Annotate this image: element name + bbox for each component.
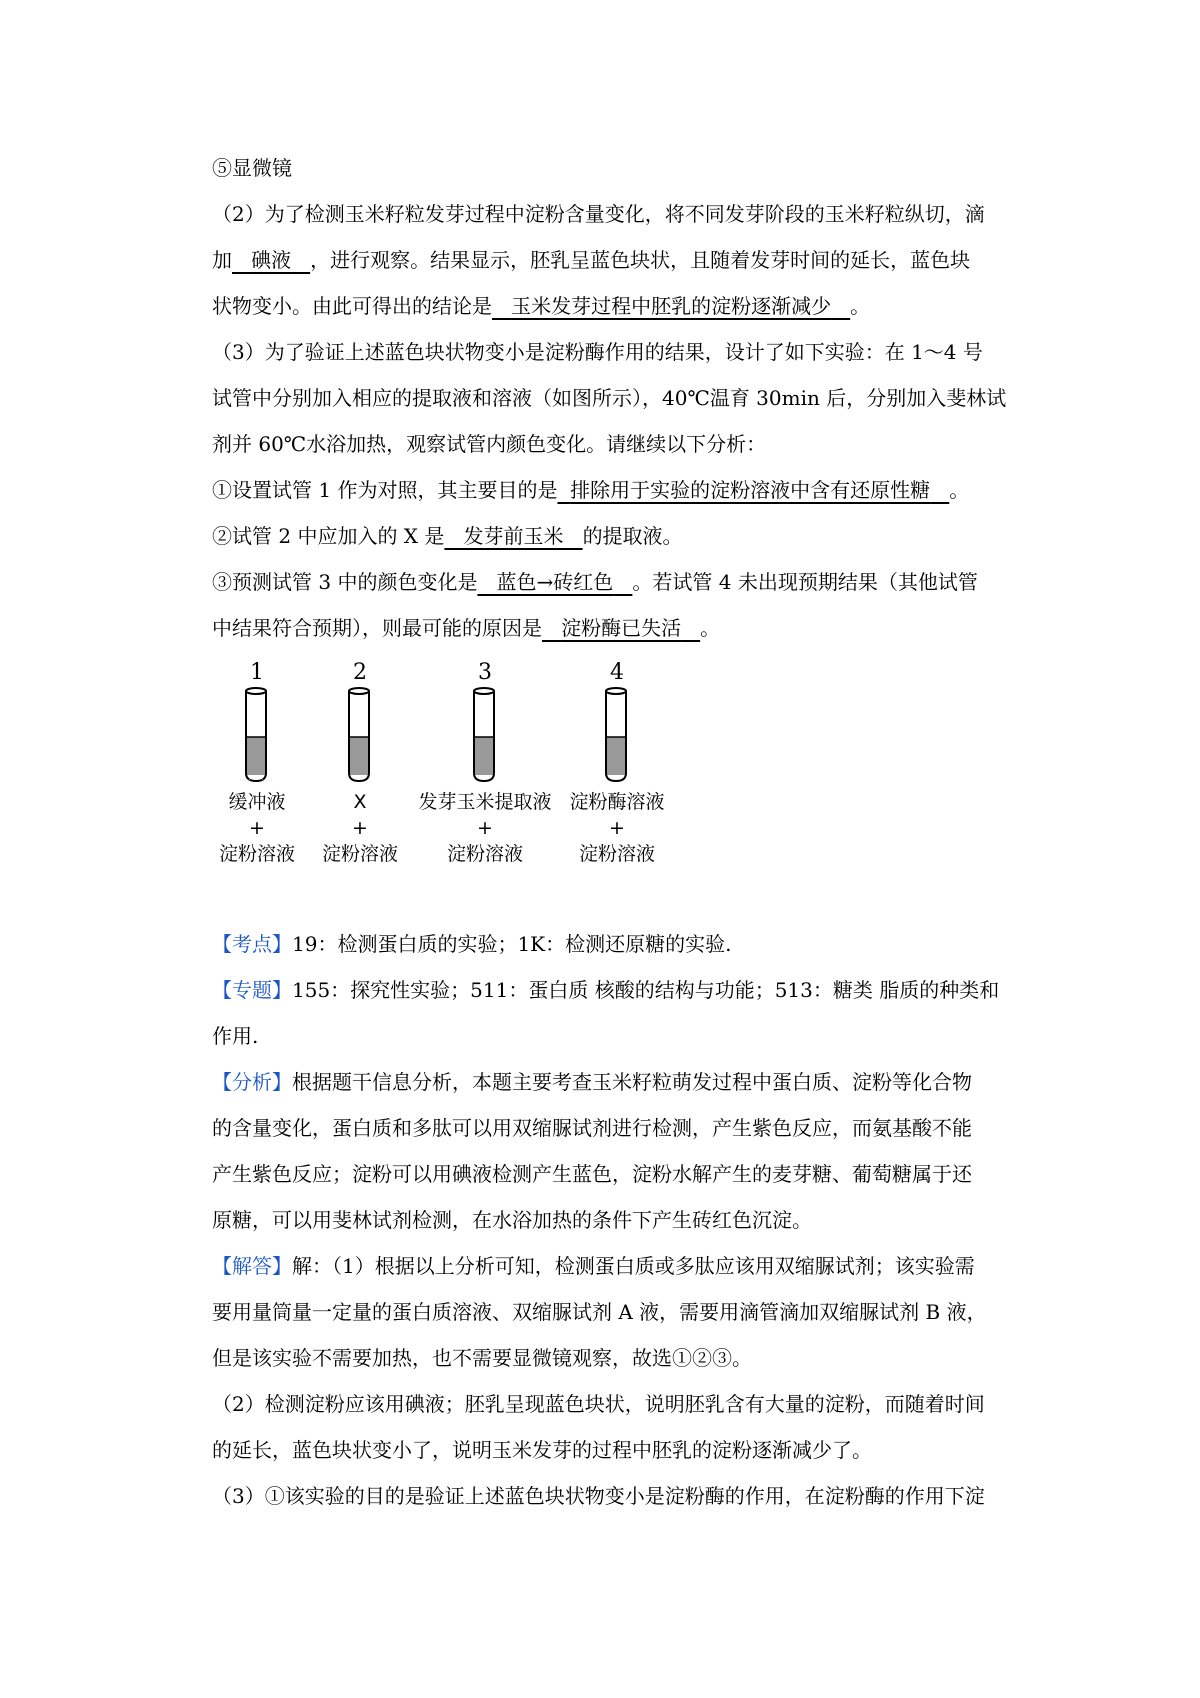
answer-blank: 碘液 (251, 248, 292, 272)
text-line (212, 1335, 1032, 1381)
line-text: 。若试管 4 未出现预期结果（其他试管 (632, 570, 978, 594)
tube-label: 淀粉溶液 (446, 843, 523, 865)
text-line (212, 467, 1032, 513)
tube-number: 1 (250, 660, 264, 685)
line-text: ③预测试管 3 中的颜色变化是 (212, 570, 478, 594)
tube-label: 淀粉酶溶液 (569, 791, 665, 813)
tube-number: 4 (610, 660, 624, 685)
line-text: ⑤显微镜 (212, 156, 292, 180)
plus-sign: + (249, 817, 265, 839)
text-line (212, 283, 1032, 329)
line-text: 要用量筒量一定量的蛋白质溶液、双缩脲试剂 A 液，需要用滴管滴加双缩脲试剂 B 液， (212, 1300, 987, 1324)
zhuanti-line (212, 967, 1032, 1013)
text-line (212, 237, 1032, 283)
line-text: 试管中分别加入相应的提取液和溶液（如图所示），40℃温育 30min 后，分别加入斐林试 (212, 386, 1007, 410)
tube-label: 缓冲液 (228, 791, 286, 813)
line-text: 解：（1）根据以上分析可知，检测蛋白质或多肽应该用双缩脲试剂；该实验需 (292, 1254, 975, 1278)
line-text: 的含量变化，蛋白质和多肽可以用双缩脲试剂进行检测，产生紫色反应，而氨基酸不能 (212, 1116, 972, 1140)
tube-4 (542, 661, 692, 867)
text-line (212, 1381, 1032, 1427)
line-text: 原糖，可以用斐林试剂检测，在水浴加热的条件下产生砖红色沉淀。 (212, 1208, 812, 1232)
fenxi-line (212, 1059, 1032, 1105)
line-text: ②试管 2 中应加入的 X 是 (212, 524, 445, 548)
text-line (212, 329, 1032, 375)
text-line (212, 1197, 1032, 1243)
kaodian-line (212, 921, 1032, 967)
answer-blank: 玉米发芽过程中胚乳的淀粉逐渐减少 (511, 294, 832, 318)
test-tube-icon (542, 685, 692, 785)
text-line (212, 375, 1032, 421)
text-line (212, 191, 1032, 237)
test-tube-figure (212, 661, 1032, 921)
section-tag: 【专题】 (212, 978, 292, 1002)
svg-text:· · · · · · · ·: · · · · · · · · (239, 776, 273, 784)
line-text: （3）①该实验的目的是验证上述蓝色块状物变小是淀粉酶的作用，在淀粉酶的作用下淀 (212, 1484, 985, 1508)
text-line (212, 1427, 1032, 1473)
section-tag: 【分析】 (212, 1070, 292, 1094)
answer-blank: 蓝色→砖红色 (496, 570, 614, 594)
line-text: 中结果符合预期），则最可能的原因是 (212, 616, 542, 640)
line-text: 加 (212, 248, 232, 272)
tube-label: 发芽玉米提取液 (418, 791, 552, 813)
tube-label: 淀粉溶液 (578, 843, 655, 865)
text-line (212, 513, 1032, 559)
line-text: ①设置试管 1 作为对照，其主要目的是 (212, 478, 558, 502)
line-text: 状物变小。由此可得出的结论是 (212, 294, 492, 318)
line-text: 。 (949, 478, 970, 502)
tube-label: 淀粉溶液 (321, 843, 398, 865)
tube-number: 3 (478, 660, 492, 685)
line-text: 剂并 60℃水浴加热，观察试管内颜色变化。请继续以下分析： (212, 432, 767, 456)
text-line (212, 1013, 1032, 1059)
line-text: 根据题干信息分析，本题主要考查玉米籽粒萌发过程中蛋白质、淀粉等化合物 (292, 1070, 972, 1094)
line-text: （3）为了验证上述蓝色块状物变小是淀粉酶作用的结果，设计了如下实验：在 1～4 号 (212, 340, 983, 364)
line-text: 155：探究性实验；511：蛋白质 核酸的结构与功能；513：糖类 脂质的种类和 (292, 978, 1000, 1002)
answer-blank: 发芽前玉米 (463, 524, 564, 548)
line-text: 但是该实验不需要加热，也不需要显微镜观察，故选①②③。 (212, 1346, 752, 1370)
line-text: 19：检测蛋白质的实验；1K：检测还原糖的实验. (292, 932, 732, 956)
text-line (212, 1473, 1032, 1519)
line-text: ，进行观察。结果显示，胚乳呈蓝色块状，且随着发芽时间的延长，蓝色块 (310, 248, 971, 272)
text-line (212, 1105, 1032, 1151)
plus-sign: + (477, 817, 493, 839)
line-text: 。 (700, 616, 721, 640)
section-tag: 【解答】 (212, 1254, 292, 1278)
answer-blank: 排除用于实验的淀粉溶液中含有还原性糖 (570, 478, 931, 502)
tube-label: X (353, 791, 367, 813)
text-line (212, 1151, 1032, 1197)
answer-blank: 淀粉酶已失活 (561, 616, 682, 640)
plus-sign: + (352, 817, 368, 839)
plus-sign: + (609, 817, 625, 839)
tube-label: 淀粉溶液 (218, 843, 295, 865)
text-line (212, 559, 1032, 605)
line-text: 的延长，蓝色块状变小了，说明玉米发芽的过程中胚乳的淀粉逐渐减少了。 (212, 1438, 872, 1462)
line-text: 产生紫色反应；淀粉可以用碘液检测产生蓝色，淀粉水解产生的麦芽糖、葡萄糖属于还 (212, 1162, 972, 1186)
text-line (212, 145, 1032, 191)
jieda-line (212, 1243, 1032, 1289)
line-text: 的提取液。 (582, 524, 683, 548)
text-line (212, 421, 1032, 467)
line-text: （2）为了检测玉米籽粒发芽过程中淀粉含量变化，将不同发芽阶段的玉米籽粒纵切，滴 (212, 202, 985, 226)
section-tag: 【考点】 (212, 932, 292, 956)
line-text: （2）检测淀粉应该用碘液；胚乳呈现蓝色块状，说明胚乳含有大量的淀粉，而随着时间 (212, 1392, 985, 1416)
line-text: 作用. (212, 1024, 259, 1048)
tube-number: 2 (353, 660, 367, 685)
text-line (212, 1289, 1032, 1335)
document-page (212, 145, 1032, 1519)
line-text: 。 (850, 294, 871, 318)
text-line (212, 605, 1032, 651)
